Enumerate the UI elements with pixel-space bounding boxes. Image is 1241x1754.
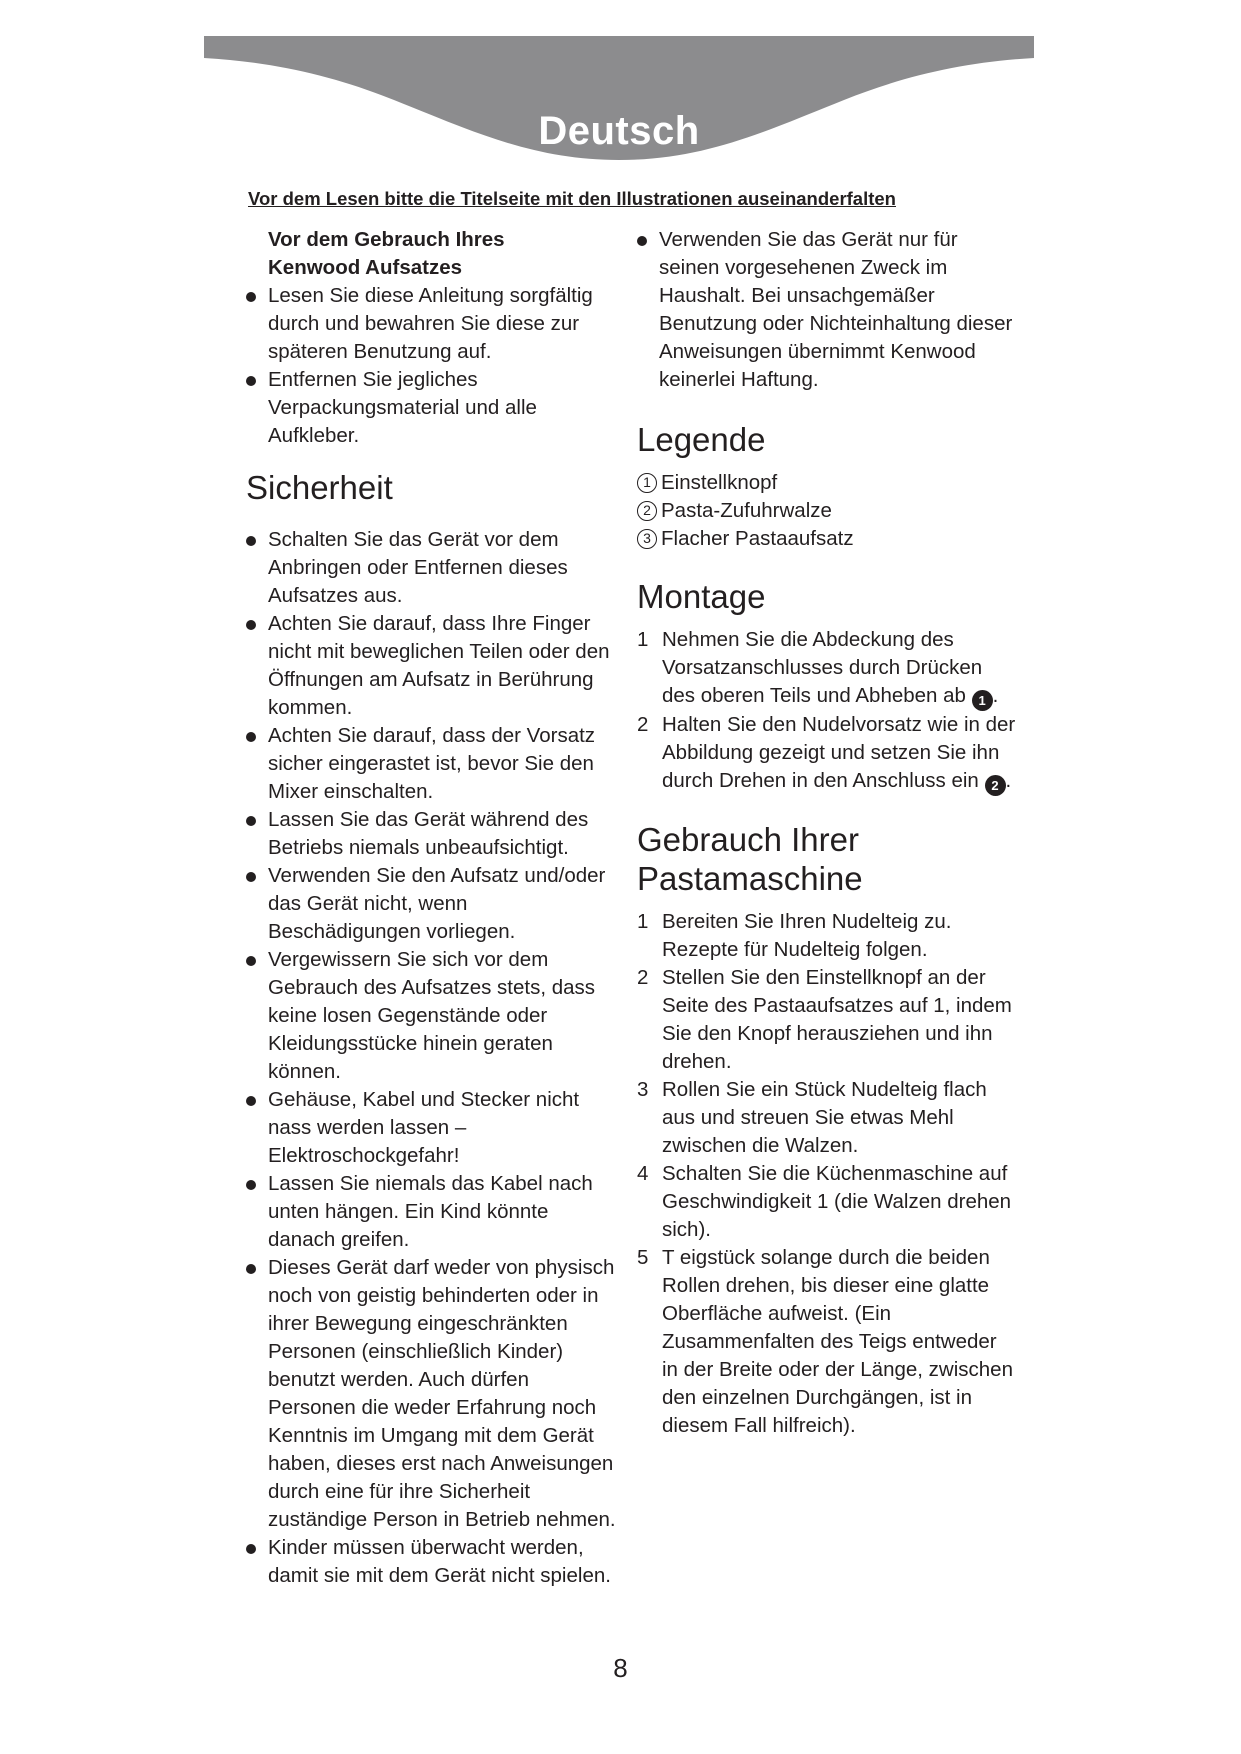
legend-item: 3 Flacher Pastaaufsatz (637, 525, 1017, 553)
legend-item: 2 Pasta-Zufuhrwalze (637, 497, 1017, 525)
bullet-icon (246, 376, 256, 386)
list-item: Verwenden Sie den Aufsatz und/oder das Gerät nicht, wenn Beschädigungen vorliegen. (246, 862, 616, 946)
step-item: 1 Bereiten Sie Ihren Nudelteig zu. Rezepte für Nudelteig folgen. (637, 910, 952, 961)
right-column (637, 226, 1017, 1440)
step-item: 1 Nehmen Sie die Abdeckung des Vorsatzanschlusses durch Drücken des oberen Teils und Abheben ab 1 . (637, 626, 1017, 711)
list-item: Dieses Gerät darf weder von physisch noch von geistig behinderten oder in ihrer Bewegung eingeschränkten Personen (einschließlich Kinder) benutzt werden. Auch dürfen Personen die weder Erfahrung noch Kenntnis im Umgang mit dem Gerät haben, dieses erst nach Anweisungen durch eine für ihre Sicherheit zuständige Person in Betrieb nehmen. (246, 1254, 616, 1534)
safety-heading: Sicherheit (246, 469, 393, 506)
unfold-instruction: Vor dem Lesen bitte die Titelseite mit den Illustrationen auseinanderfalten (248, 188, 896, 209)
bullet-icon (246, 1180, 256, 1190)
usage-heading: Gebrauch Ihrer Pastamaschine (637, 821, 863, 897)
bullet-icon (246, 292, 256, 302)
step-item: 4 Schalten Sie die Küchenmaschine auf Geschwindigkeit 1 (die Walzen drehen sich). (637, 1162, 1012, 1241)
circled-number: 1 (637, 473, 657, 493)
bullet-icon (246, 956, 256, 966)
bullet-icon (246, 620, 256, 630)
list-item: Lassen Sie das Gerät während des Betriebs niemals unbeaufsichtigt. (246, 806, 616, 862)
assembly-steps (637, 626, 1017, 796)
bullet-icon (246, 732, 256, 742)
step-item: 5 T eigstück solange durch die beiden Rollen drehen, bis dieser eine glatte Oberfläche aufweist. (Ein Zusammenfalten des Teigs entweder in der Breite oder der Länge, zwischen den einzelnen Durchgängen, ist in diesem Fall hilfreich). (637, 1246, 1013, 1437)
before-use-heading: Vor dem Gebrauch Ihres Kenwood Aufsatzes (268, 228, 505, 279)
circled-number: 3 (637, 529, 657, 549)
list-item: Vergewissern Sie sich vor dem Gebrauch des Aufsatzes stets, dass keine losen Gegenstände oder Kleidungsstücke hinein geraten können. (246, 946, 616, 1086)
list-item: Lassen Sie niemals das Kabel nach unten hängen. Ein Kind könnte danach greifen. (246, 1170, 616, 1254)
step-item: 2 Halten Sie den Nudelvorsatz wie in der Abbildung gezeigt und setzen Sie ihn durch Drehen in den Anschluss ein 2 . (637, 711, 1017, 796)
safety-list (246, 526, 616, 1590)
legend-item: 1 Einstellknopf (637, 469, 1017, 497)
list-item: Verwenden Sie das Gerät nur für seinen vorgesehenen Zweck im Haushalt. Bei unsachgemäßer Benutzung oder Nichteinhaltung dieser Anweisungen übernimmt Kenwood keinerlei Haftung. (637, 226, 1017, 394)
list-item: Schalten Sie das Gerät vor dem Anbringen oder Entfernen dieses Aufsatzes aus. (246, 526, 616, 610)
list-item: Achten Sie darauf, dass Ihre Finger nicht mit beweglichen Teilen oder den Öffnungen am Aufsatz in Berührung kommen. (246, 610, 616, 722)
bullet-icon (246, 1544, 256, 1554)
list-item: Achten Sie darauf, dass der Vorsatz sicher eingerastet ist, bevor Sie den Mixer einschalten. (246, 722, 616, 806)
legend-heading: Legende (637, 421, 766, 458)
assembly-heading: Montage (637, 578, 766, 615)
language-banner (204, 36, 1034, 172)
step-item: 3 Rollen Sie ein Stück Nudelteig flach aus und streuen Sie etwas Mehl zwischen die Walzen. (637, 1078, 987, 1157)
figure-badge: 1 (972, 690, 993, 711)
bullet-icon (246, 1096, 256, 1106)
banner-title: Deutsch (538, 109, 700, 153)
left-column (246, 226, 616, 1590)
before-use-list (246, 282, 616, 450)
usage-steps (637, 908, 1017, 1440)
bullet-icon (246, 536, 256, 546)
bullet-icon (246, 816, 256, 826)
figure-badge: 2 (985, 775, 1006, 796)
before-use-list-continued (637, 226, 1017, 394)
step-item: 2 Stellen Sie den Einstellknopf an der Seite des Pastaaufsatzes auf 1, indem Sie den Knopf herausziehen und ihn drehen. (637, 966, 1012, 1073)
bullet-icon (246, 1264, 256, 1274)
list-item: Gehäuse, Kabel und Stecker nicht nass werden lassen – Elektroschockgefahr! (246, 1086, 616, 1170)
bullet-icon (246, 872, 256, 882)
circled-number: 2 (637, 501, 657, 521)
list-item: Lesen Sie diese Anleitung sorgfältig durch und bewahren Sie diese zur späteren Benutzung auf. (246, 282, 616, 366)
legend-list (637, 469, 1017, 553)
page-number: 8 (613, 1653, 628, 1683)
list-item: Entfernen Sie jegliches Verpackungsmaterial und alle Aufkleber. (246, 366, 616, 450)
list-item: Kinder müssen überwacht werden, damit sie mit dem Gerät nicht spielen. (246, 1534, 616, 1590)
bullet-icon (637, 236, 647, 246)
